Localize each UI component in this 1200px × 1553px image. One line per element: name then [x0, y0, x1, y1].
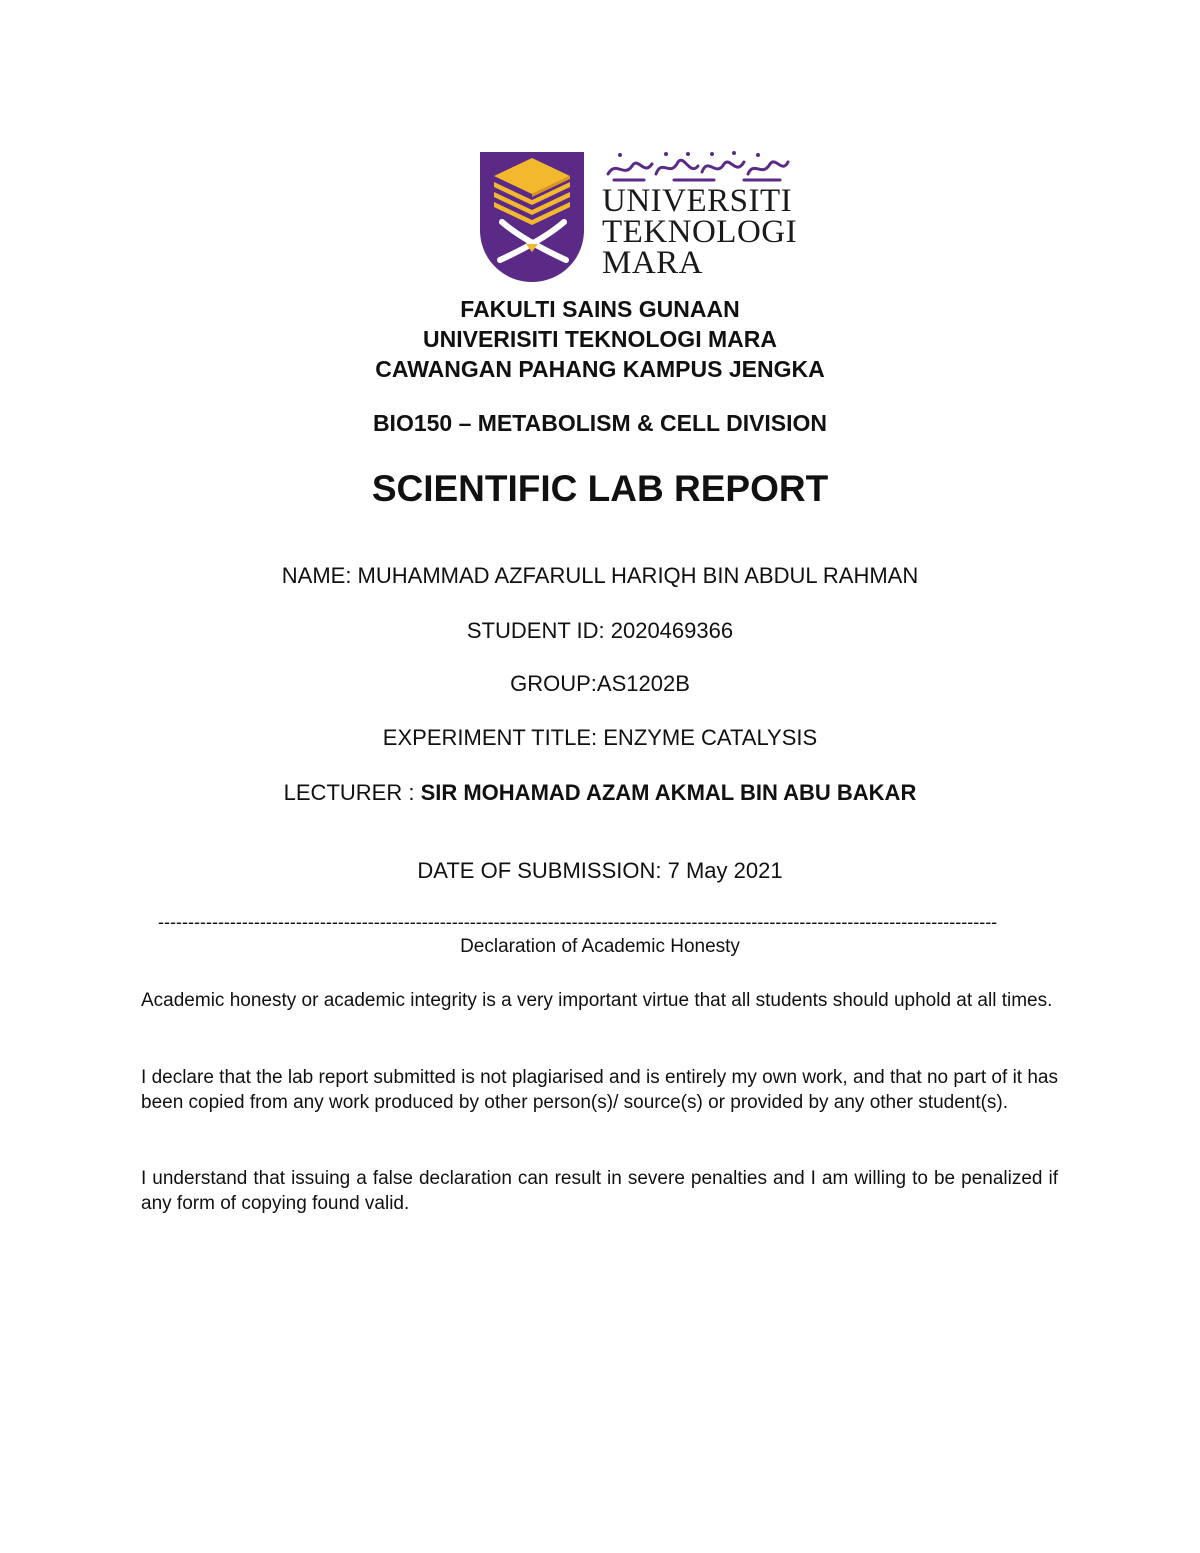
logo-line-2: TEKNOLOGI	[602, 214, 798, 250]
experiment-title: EXPERIMENT TITLE: ENZYME CATALYSIS	[382, 725, 818, 750]
declaration-heading: Declaration of Academic Honesty	[460, 936, 740, 957]
declaration-paragraph-2: I declare that the lab report submitted is not plagiarised and is entirely my own work, and that no part of it has been copied from any work produced by other person(s)/ source(s) or provided by any other student(s).	[141, 1067, 1058, 1113]
logo-line-1: UNIVERSITI	[602, 183, 793, 219]
lecturer-name: SIR MOHAMAD AZAM AKMAL BIN ABU BAKAR	[420, 780, 917, 805]
student-id: STUDENT ID: 2020469366	[466, 618, 734, 643]
declaration-paragraph-3: I understand that issuing a false declaration can result in severe penalties and I am willing to be penalized if any form of copying found valid.	[141, 1168, 1058, 1214]
separator-line: --------------------------------------------------------------------------------------------------------------------------------------------	[158, 912, 998, 932]
faculty-name: FAKULTI SAINS GUNAAN	[460, 296, 740, 322]
declaration-paragraph-1: Academic honesty or academic integrity is a very important virtue that all students should uphold at all times.	[141, 990, 1053, 1011]
student-name: NAME: MUHAMMAD AZFARULL HARIQH BIN ABDUL RAHMAN	[281, 563, 919, 588]
report-title: SCIENTIFIC LAB REPORT	[371, 468, 829, 509]
arabic-script-logo-icon	[604, 150, 792, 182]
uitm-crest-icon	[478, 150, 588, 284]
lecturer-line	[0, 780, 1200, 806]
campus-name: CAWANGAN PAHANG KAMPUS JENGKA	[375, 356, 825, 382]
university-logo	[478, 150, 798, 284]
logo-line-3: MARA	[602, 245, 704, 281]
submission-date: DATE OF SUBMISSION: 7 May 2021	[417, 858, 783, 883]
university-name: UNIVERISITI TEKNOLOGI MARA	[423, 326, 777, 352]
logo-wordmark	[602, 183, 798, 281]
lecturer-label: LECTURER :	[283, 780, 421, 805]
group-code: GROUP:AS1202B	[510, 671, 690, 696]
course-title: BIO150 – METABOLISM & CELL DIVISION	[372, 410, 828, 436]
